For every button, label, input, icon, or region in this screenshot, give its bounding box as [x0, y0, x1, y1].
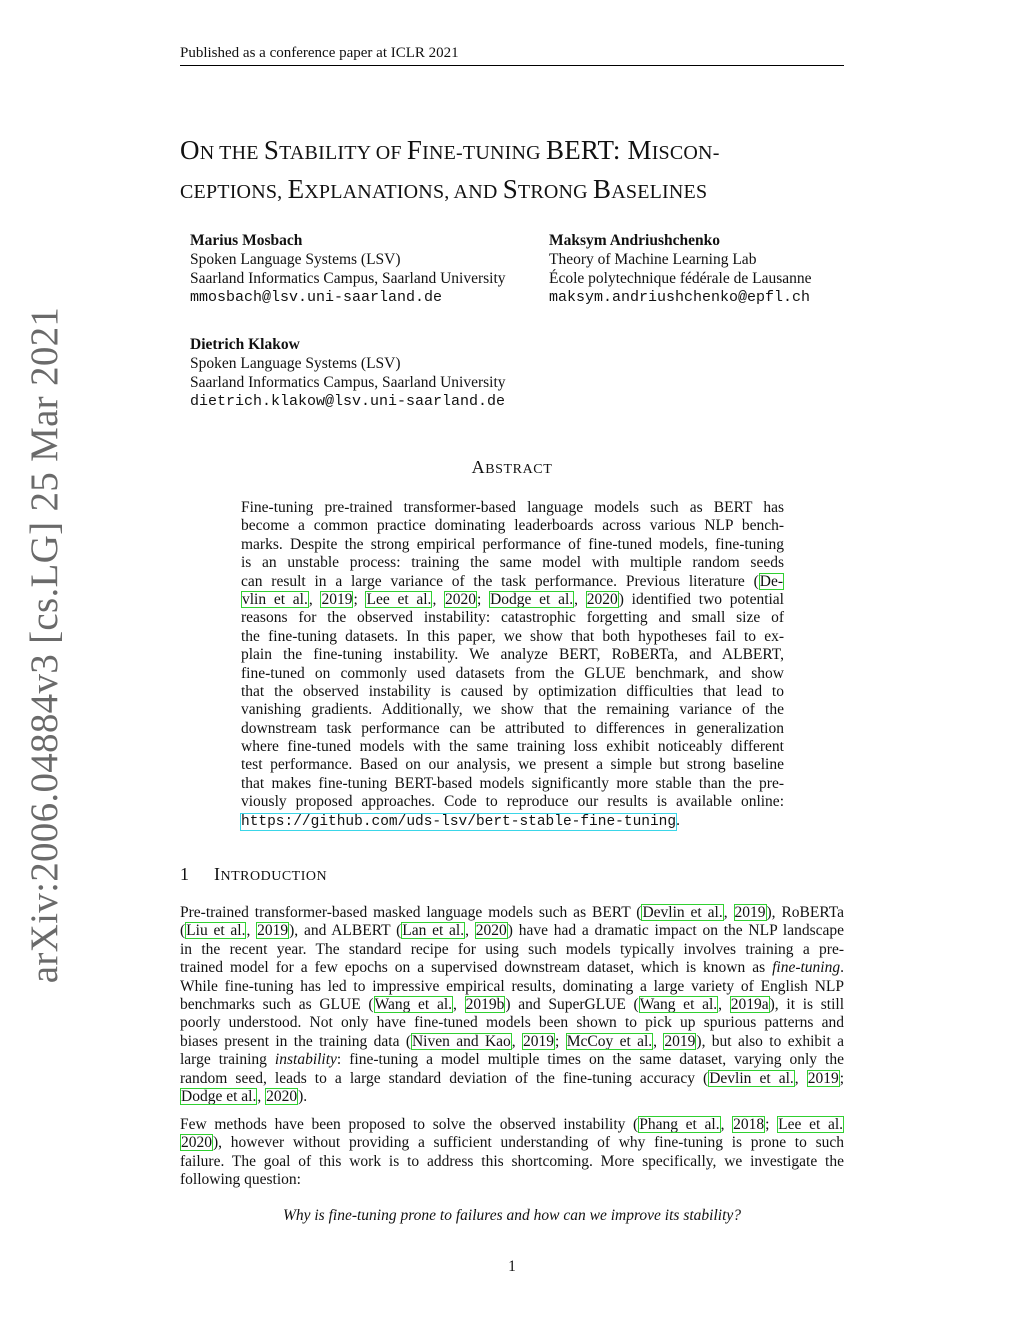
text: random seed, leads to a large standard deviation of the fine-tuning accuracy ( [180, 1069, 709, 1087]
text: biases present in the training data ( [180, 1032, 411, 1050]
citation-link[interactable]: Lee et al. [366, 590, 432, 608]
paragraph-line: biases present in the training data (Niven and Kao, 2019; McCoy et al., 2019), but also to exhibit a [180, 1032, 844, 1050]
author-affiliation: Saarland Informatics Campus, Saarland University [190, 270, 506, 287]
title-line-1: ON THE STABILITY OF FINE-TUNING BERT: MISCON- [180, 135, 720, 165]
paper-title [180, 132, 860, 210]
intro-paragraph-2 [180, 1116, 844, 1190]
citation-link[interactable]: De- [759, 572, 783, 590]
text: Pre-trained transformer-based masked language models such as BERT ( [180, 904, 642, 921]
paragraph-line: in the recent year. The standard recipe for using such models typically involves training a pre- [180, 940, 844, 958]
paragraph-line [180, 1134, 844, 1152]
abstract-line: reasons for the observed instability: catastrophic forgetting and small size of [241, 609, 784, 627]
abstract-line: plain the fine-tuning instability. We analyze BERT, RoBERTa, and ALBERT, [241, 646, 784, 664]
citation-link[interactable]: 2018 [733, 1116, 765, 1133]
abstract-line: downstream task performance can be attributed to differences in generalization [241, 719, 784, 737]
citation-link[interactable]: 2019 [807, 1069, 839, 1087]
author-email[interactable]: maksym.andriushchenko@epfl.ch [549, 289, 811, 306]
abstract-heading-initial: A [471, 457, 486, 477]
citation-link[interactable]: Wang et al. [374, 995, 453, 1013]
citation-link[interactable]: 2020 [586, 590, 618, 608]
text: ), RoBERTa [766, 904, 845, 921]
author-name: Marius Mosbach [190, 232, 303, 249]
author-affiliation: Saarland Informatics Campus, Saarland University [190, 374, 506, 391]
citation-link[interactable]: 2019 [523, 1032, 555, 1050]
arxiv-stamp: arXiv:2006.04884v3 [cs.LG] 25 Mar 2021 [23, 306, 66, 984]
citation-link[interactable]: 2019b [465, 995, 505, 1013]
running-head: Published as a conference paper at ICLR 2021 [180, 45, 459, 61]
paragraph-line: Few methods have been proposed to solve the observed instability (Phang et al., 2018; Lee et al. [180, 1116, 844, 1133]
text: : fine-tuning a model multiple times on the same dataset, varying only the [336, 1051, 844, 1069]
citation-link[interactable]: Liu et al. [186, 922, 246, 940]
citation-link[interactable]: Dodge et al. [490, 590, 574, 608]
author-affiliation: Theory of Machine Learning Lab [549, 251, 757, 268]
abstract-heading-rest: BSTRACT [485, 462, 553, 477]
abstract-heading [0, 457, 1024, 478]
abstract-line: https://github.com/uds-lsv/bert-stable-fine-tuning. [241, 811, 680, 830]
citation-link[interactable]: 2020 [181, 1134, 212, 1152]
title-line-2: CEPTIONS, EXPLANATIONS, AND STRONG BASELINES [180, 174, 708, 204]
abstract-line: marks. Despite the strong empirical performance of fine-tuned models, fine-tuning [241, 535, 784, 553]
paragraph-line: Dodge et al., 2020). [181, 1087, 308, 1105]
text: ) and SuperGLUE ( [505, 995, 639, 1013]
citation-link[interactable]: 2019 [734, 904, 766, 921]
citation-link[interactable]: 2019a [730, 995, 769, 1013]
abstract-body [241, 499, 784, 830]
research-question: Why is fine-tuning prone to failures and how can we improve its stability? [282, 1207, 742, 1224]
author-block-3 [190, 335, 506, 411]
paragraph-line: random seed, leads to a large standard deviation of the fine-tuning accuracy (Devlin et al., 2019; [180, 1069, 845, 1087]
paragraph-line: trained model for a few epochs on a supervised downstream dataset, which is known as fine-tuning. [180, 959, 844, 977]
author-name: Dietrich Klakow [190, 336, 300, 353]
author-email[interactable]: dietrich.klakow@lsv.uni-saarland.de [190, 393, 506, 410]
citation-link[interactable]: Lee et al. [778, 1116, 844, 1133]
paragraph-line: poorly understood. Not only have fine-tuned models been shown to pick up spurious patterns and [180, 1014, 844, 1032]
text: ), however without providing a sufficient understanding of why fine-tuning is prone to such [213, 1134, 844, 1152]
citation-link[interactable]: Devlin et al. [642, 904, 723, 921]
abstract-line: viously proposed approaches. Code to reproduce our results is available online: [241, 793, 784, 811]
abstract-line: Fine-tuning pre-trained transformer-based language models such as BERT has [241, 499, 784, 516]
citation-link[interactable]: Devlin et al. [709, 1069, 794, 1087]
abstract-line [241, 573, 784, 591]
paragraph-line: (Liu et al., 2019), and ALBERT (Lan et al., 2020) have had a dramatic impact on the NLP landscape [180, 922, 845, 940]
citation-link[interactable]: Phang et al. [639, 1116, 720, 1133]
abstract-line: fine-tuned on commonly used datasets from the GLUE benchmark, and show [241, 664, 784, 682]
author-affiliation: Spoken Language Systems (LSV) [190, 251, 401, 268]
abstract-line: where fine-tuned models with the same training loss exhibit noticeably different [241, 738, 784, 756]
author-affiliation: Spoken Language Systems (LSV) [190, 355, 401, 372]
section-heading-rest: NTRODUCTION [220, 869, 328, 884]
author-block-2 [549, 231, 812, 307]
paragraph-line: following question: [180, 1171, 301, 1189]
paragraph-line: While fine-tuning has led to impressive empirical results, dominating a large variety of English NLP [180, 977, 844, 995]
text: ) have had a dramatic impact on the NLP landscape [507, 922, 845, 940]
abstract-line: is an unstable process: training the same model with multiple random seeds [241, 554, 784, 572]
paragraph-line: Pre-trained transformer-based masked language models such as BERT (Devlin et al., 2019), RoBERTa [180, 904, 845, 921]
citation-link[interactable]: Niven and Kao [411, 1032, 511, 1050]
author-affiliation: École polytechnique fédérale de Lausanne [549, 270, 812, 287]
emphasis: fine-tuning [772, 959, 841, 977]
text: ), and ALBERT ( [289, 922, 402, 940]
emphasis: instability [274, 1051, 337, 1069]
citation-link[interactable]: Lan et al. [402, 922, 465, 940]
author-name: Maksym Andriushchenko [549, 232, 720, 249]
citation-link[interactable]: 2020 [266, 1087, 298, 1105]
citation-link[interactable]: Dodge et al. [181, 1087, 257, 1105]
section-heading-introduction [180, 864, 327, 885]
paragraph-line: benchmarks such as GLUE (Wang et al., 2019b) and SuperGLUE (Wang et al., 2019a), it is still [180, 995, 845, 1013]
abstract-line: that the observed instability is caused by optimization difficulties that lead to [241, 682, 784, 700]
abstract-line: the fine-tuning datasets. In this paper, we show that both hypotheses fail to ex- [241, 627, 784, 645]
author-email[interactable]: mmosbach@lsv.uni-saarland.de [190, 289, 443, 306]
section-number: 1 [180, 864, 190, 884]
citation-link[interactable]: Wang et al. [639, 995, 718, 1013]
abstract-line: test performance. Based on our analysis, we present a simple but strong baseline [241, 756, 784, 774]
text: ), but also to exhibit a [696, 1032, 844, 1050]
citation-link[interactable]: 2019 [664, 1032, 696, 1050]
abstract-line: vlin et al., 2019; Lee et al., 2020; Dodge et al., 2020) identified two potential [242, 590, 784, 608]
text: trained model for a few epochs on a supervised downstream dataset, which is known as [180, 959, 773, 977]
intro-paragraph-1 [180, 904, 844, 1106]
section-heading-initial: I [214, 864, 221, 884]
page-number: 1 [508, 1258, 516, 1275]
text: ), it is still [769, 995, 845, 1013]
text: large training [180, 1051, 275, 1069]
author-block-1 [190, 231, 506, 307]
citation-link[interactable]: vlin et al. [242, 590, 308, 608]
citation-link[interactable]: 2020 [445, 590, 477, 608]
header-rule [180, 65, 844, 66]
text: ) identified two potential [618, 590, 784, 608]
abstract-line: vanishing gradients. Additionally, we show that the remaining variance of the [241, 701, 784, 719]
citation-link[interactable]: 2020 [475, 922, 507, 940]
citation-link[interactable]: 2019 [321, 590, 353, 608]
text: benchmarks such as GLUE ( [180, 995, 374, 1013]
paragraph-line: failure. The goal of this work is to address this shortcoming. More specifically, we investigate the [180, 1152, 844, 1170]
text: can result in a large variance of the task performance. Previous literature ( [241, 572, 759, 590]
citation-link[interactable]: 2019 [257, 922, 289, 940]
abstract-line: become a common practice dominating leaderboards across various NLP bench- [241, 517, 784, 535]
text: Few methods have been proposed to solve the observed instability ( [180, 1116, 639, 1133]
code-url-link[interactable]: https://github.com/uds-lsv/bert-stable-fine-tuning [241, 813, 677, 830]
abstract-line: that makes fine-tuning BERT-based models significantly more stable than the pre- [241, 774, 784, 792]
citation-link[interactable]: McCoy et al. [566, 1032, 653, 1050]
paragraph-line [180, 1051, 844, 1069]
